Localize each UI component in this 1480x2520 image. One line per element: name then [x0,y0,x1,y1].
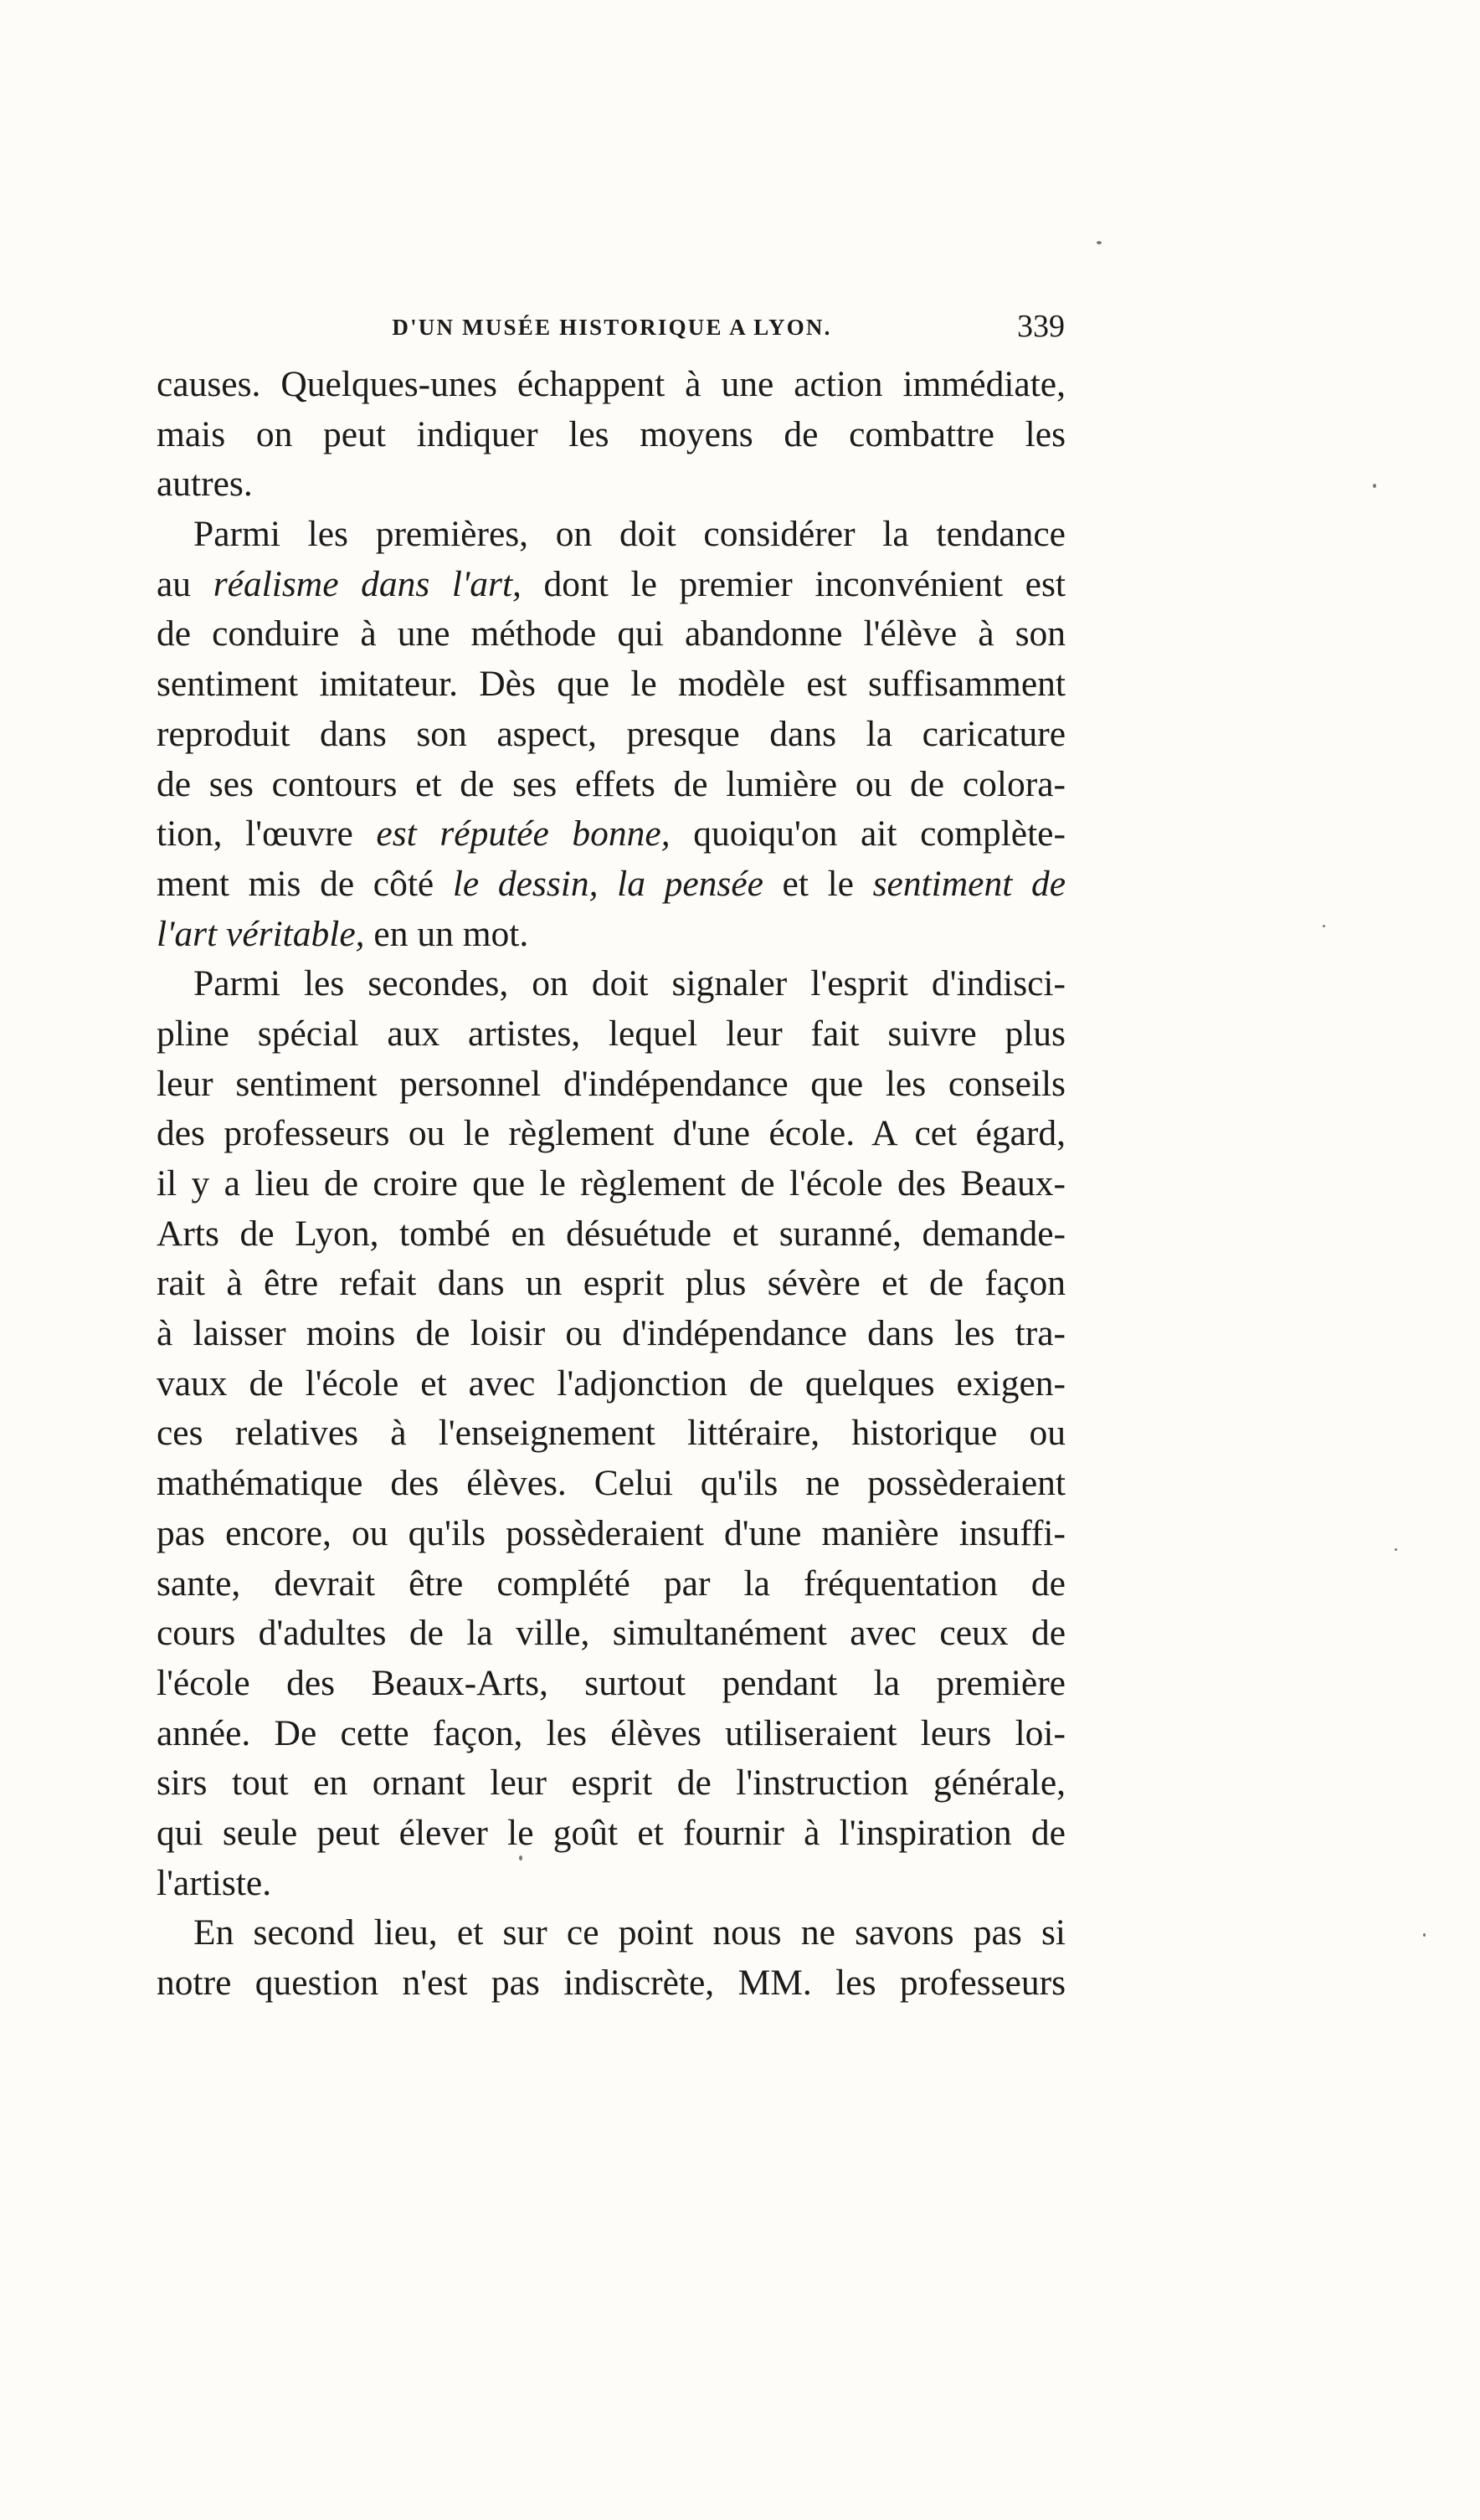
paragraph-2 [157,510,1066,959]
text-line: cours d'adultes de la ville, simultanément avec ceux de [157,1613,1066,1654]
text-line: des professeurs ou le règlement d'une école. A cet égard, [157,1113,1066,1154]
text-line: l'artiste. [157,1862,272,1903]
italic-run: réalisme dans l'art, [213,563,522,604]
running-head [159,308,1065,350]
text-run: dont le premier inconvénient est [521,563,1066,604]
italic-run: la pensée [617,863,763,904]
text-run [599,864,618,904]
text-line: sante, devrait être complété par la fréquentation de [157,1563,1066,1604]
text-line: Parmi les premières, on doit considérer la tendance [193,514,1066,555]
italic-run: est réputée bonne, [376,813,671,855]
text-line [157,809,1066,860]
text-line [157,560,1066,610]
text-line: autres. [157,464,253,505]
paragraph-4 [157,1908,1066,2008]
text-line: il y a lieu de croire que le règlement de l'école des Beaux- [157,1163,1066,1204]
italic-run: sentiment de [872,863,1066,904]
text-line: année. De cette façon, les élèves utiliseraient leurs loi- [157,1712,1066,1753]
paragraph-1 [157,360,1066,510]
text-line: Arts de Lyon, tombé en désuétude et suranné, demande- [157,1213,1066,1254]
paragraph-3 [157,959,1066,1908]
text-run: quoiqu'on ait complète- [670,813,1066,855]
text-line: de ses contours et de ses effets de lumière ou de colora- [157,763,1066,804]
italic-run: l'art véritable, [157,913,365,954]
running-title: D'UN MUSÉE HISTORIQUE A LYON. [392,315,832,340]
paper-speck [1373,484,1376,488]
text-line: sirs tout en ornant leur esprit de l'instruction générale, [157,1763,1066,1804]
text-run: ment mis de côté [157,863,453,904]
text-line: sentiment imitateur. Dès que le modèle est suffisamment [157,664,1066,705]
text-line [157,860,1066,910]
text-line: reproduit dans son aspect, presque dans la caricature [157,713,1066,754]
text-run: en un mot. [364,913,529,954]
paper-speck [1097,241,1102,244]
paper-speck [1423,1933,1426,1937]
text-line: à laisser moins de loisir ou d'indépendance dans les tra- [157,1313,1066,1354]
paper-speck [519,1855,522,1860]
text-run: et le [763,863,873,904]
body-text [157,360,1066,2009]
text-line: pline spécial aux artistes, lequel leur fait suivre plus [157,1013,1066,1054]
paper-speck [1395,1548,1397,1551]
text-line: mais on peut indiquer les moyens de combattre les [157,413,1066,454]
paper-speck [1323,925,1325,927]
text-run: tion, l'œuvre [157,813,377,855]
text-line: de conduire à une méthode qui abandonne l'élève à son [157,613,1066,654]
text-run: au [157,563,213,604]
text-line: qui seule peut élever le goût et fournir à l'inspiration de [157,1812,1066,1853]
text-line: mathématique des élèves. Celui qu'ils ne possèderaient [157,1463,1066,1504]
text-line: rait à être refait dans un esprit plus sévère et de façon [157,1263,1066,1304]
text-line: vaux de l'école et avec l'adjonction de quelques exigen- [157,1363,1066,1404]
text-line: notre question n'est pas indiscrète, MM. les professeurs [157,1963,1066,2003]
italic-run: le dessin, [452,863,599,904]
text-line: En second lieu, et sur ce point nous ne savons pas si [193,1912,1066,1953]
text-line: leur sentiment personnel d'indépendance que les conseils [157,1063,1066,1104]
text-line: ces relatives à l'enseignement littéraire, historique ou [157,1413,1066,1454]
text-line: Parmi les secondes, on doit signaler l'esprit d'indisci- [193,963,1066,1004]
text-line: l'école des Beaux-Arts, surtout pendant la première [157,1662,1066,1703]
text-line: causes. Quelques-unes échappent à une action immédiate, [157,364,1066,404]
text-line [157,910,1066,960]
page-number: 339 [1017,309,1065,344]
text-line: pas encore, ou qu'ils possèderaient d'une manière insuffi- [157,1512,1066,1553]
